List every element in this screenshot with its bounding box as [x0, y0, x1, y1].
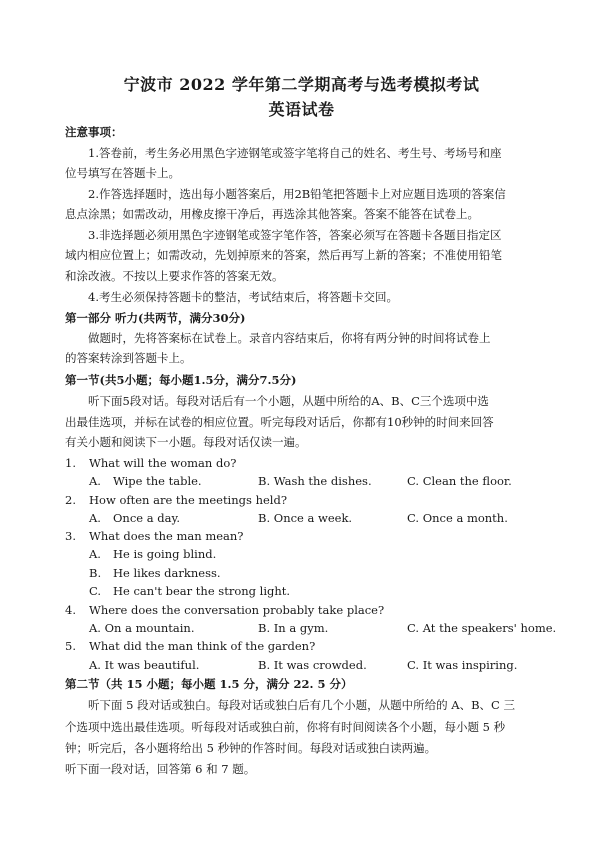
- option-text: At the speakers' home.: [422, 621, 557, 635]
- option-c: [407, 510, 508, 526]
- exam-subtitle: 英语试卷: [268, 100, 335, 119]
- option-label: A.: [89, 511, 101, 525]
- question-text: What did the man think of the garden?: [89, 639, 316, 653]
- question-text: Where does the conversation probably take place?: [89, 603, 385, 617]
- part1-heading: 第一部分 听力(共两节，满分30分): [65, 311, 246, 325]
- option-c: [407, 473, 512, 489]
- option-label: B.: [258, 511, 271, 525]
- section2-heading: 第二节（共 15 小题；每小题 1.5 分，满分 22. 5 分）: [65, 677, 353, 691]
- option-label: B.: [258, 621, 271, 635]
- option-text: It was beautiful.: [104, 658, 200, 672]
- option-text: Wipe the table.: [113, 474, 202, 488]
- section1-intro-line: 出最佳选项，并标在试卷的相应位置。听完每段对话后，你都有10秒钟的时间来回答: [65, 415, 494, 429]
- note-line: 4.考生必须保持答题卡的整洁，考试结束后，将答题卡交回。: [88, 290, 398, 304]
- question-number: 4.: [65, 603, 76, 617]
- option-label: C.: [89, 584, 102, 598]
- note-line: 1.答卷前，考生务必用黑色字迹钢笔或签字笔将自己的姓名、考生号、考场号和座: [88, 146, 502, 160]
- part1-intro-line: 做题时，先将答案标在试卷上。录音内容结束后，你将有两分钟的时间将试卷上: [88, 331, 491, 345]
- question-number: 3.: [65, 529, 76, 543]
- section2-instruction: 听下面一段对话，回答第 6 和 7 题。: [65, 762, 256, 776]
- option-label: B.: [258, 658, 271, 672]
- option-label: A.: [89, 474, 101, 488]
- option-text: Once a day.: [113, 511, 181, 525]
- option-b: [258, 473, 372, 489]
- option-label: A.: [89, 658, 101, 672]
- option-a: [89, 620, 195, 636]
- option-text: In a gym.: [273, 621, 329, 635]
- exam-title: 宁波市 2022 学年第二学期高考与选考模拟考试: [123, 75, 480, 94]
- option-b: [258, 510, 352, 526]
- option-text: Once a month.: [422, 511, 508, 525]
- option-label: C.: [407, 658, 420, 672]
- option-text: Clean the floor.: [422, 474, 512, 488]
- option-label: C.: [407, 474, 420, 488]
- note-line: 位号填写在答题卡上。: [65, 166, 180, 180]
- option-text: Wash the dishes.: [273, 474, 372, 488]
- option-text: It was inspiring.: [422, 658, 518, 672]
- option-text: On a mountain.: [104, 621, 195, 635]
- note-line: 3.非选择题必须用黑色字迹钢笔或签字笔作答，答案必须写在答题卡各题目指定区: [88, 228, 502, 242]
- question-text: What will the woman do?: [89, 456, 237, 470]
- question-text: How often are the meetings held?: [89, 493, 287, 507]
- option-c: [407, 620, 556, 636]
- note-line: 域内相应位置上；如需改动，先划掉原来的答案，然后再写上新的答案；不准使用铅笔: [65, 248, 502, 262]
- option-b: [258, 657, 367, 673]
- question-number: 1.: [65, 456, 76, 470]
- option-text: Once a week.: [273, 511, 353, 525]
- option-label: A.: [89, 547, 101, 561]
- option-b: [258, 620, 328, 636]
- question-text: What does the man mean?: [89, 529, 244, 543]
- section1-intro-line: 听下面5段对话。每段对话后有一个小题，从题中所给的A、B、C三个选项中选: [88, 394, 489, 408]
- section2-intro-line: 钟；听完后，各小题将给出 5 秒钟的作答时间。每段对话或独白读两遍。: [65, 741, 437, 755]
- question-number: 5.: [65, 639, 76, 653]
- section2-intro-line: 个选项中选出最佳选项。听每段对话或独白前，你将有时间阅读各个小题，每小题 5 秒: [65, 720, 506, 734]
- option-a: [89, 657, 199, 673]
- option-text: He is going blind.: [113, 547, 217, 561]
- option-label: B.: [258, 474, 271, 488]
- part1-intro-line: 的答案转涂到答题卡上。: [65, 351, 192, 365]
- note-line: 和涂改液。不按以上要求作答的答案无效。: [65, 269, 284, 283]
- option-label: B.: [89, 566, 102, 580]
- note-line: 息点涂黑；如需改动，用橡皮擦干净后，再选涂其他答案。答案不能答在试卷上。: [65, 207, 479, 221]
- note-line: 2.作答选择题时，选出每小题答案后，用2B铅笔把答题卡上对应题目选项的答案信: [88, 187, 506, 201]
- option-c: [407, 657, 517, 673]
- option-label: A.: [89, 621, 101, 635]
- option-label: C.: [407, 511, 420, 525]
- section1-intro-line: 有关小题和阅读下一小题。每段对话仅读一遍。: [65, 435, 307, 449]
- question-number: 2.: [65, 493, 76, 507]
- option-text: It was crowded.: [273, 658, 367, 672]
- section1-heading: 第一节(共5小题；每小题1.5分，满分7.5分): [65, 373, 297, 387]
- option-label: C.: [407, 621, 420, 635]
- option-text: He likes darkness.: [113, 566, 221, 580]
- notes-heading: 注意事项：: [65, 125, 123, 139]
- section2-intro-line: 听下面 5 段对话或独白。每段对话或独白后有几个小题，从题中所给的 A、B、C 三: [88, 698, 515, 712]
- option-text: He can't bear the strong light.: [113, 584, 291, 598]
